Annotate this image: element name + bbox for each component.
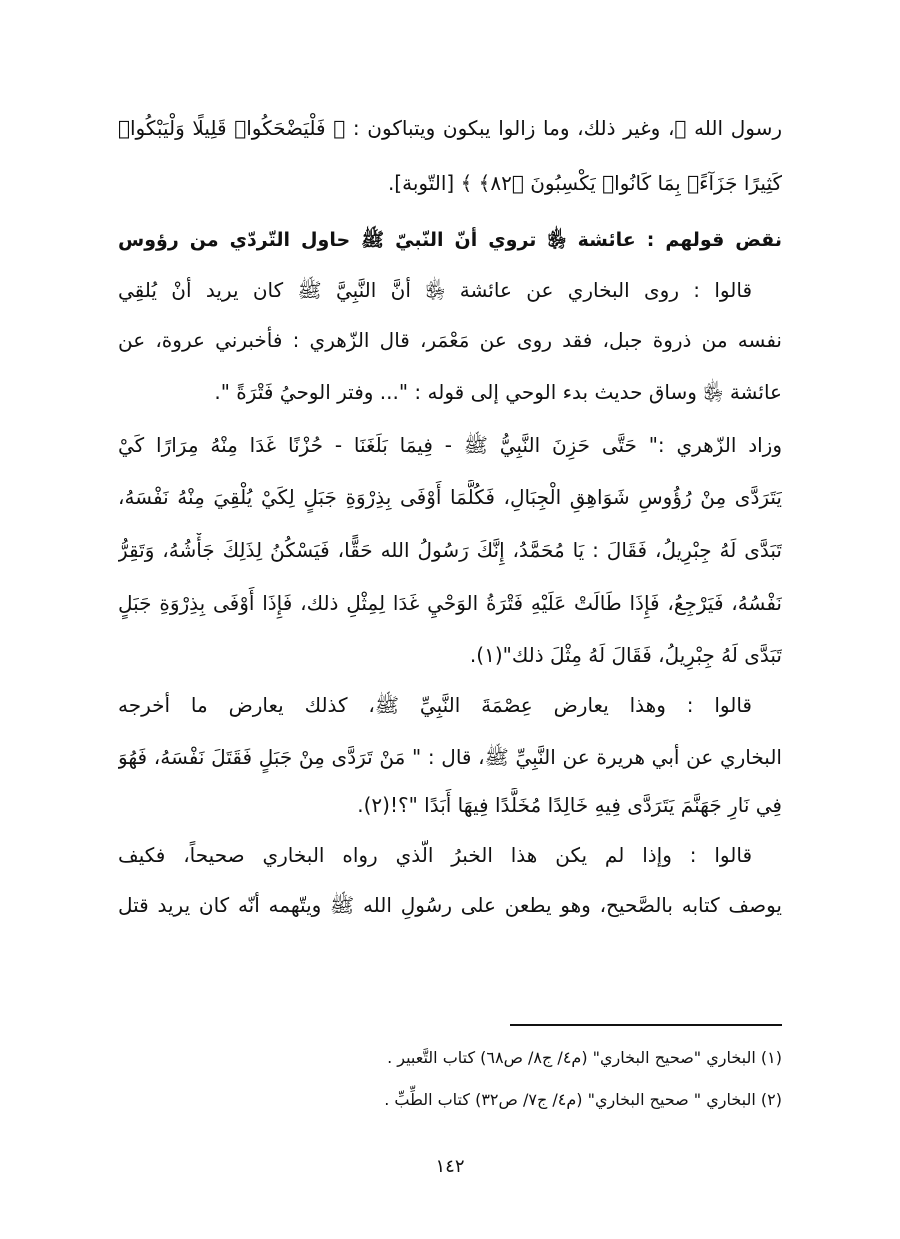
text-line: فِي نَارِ جَهَنَّمَ يَتَرَدَّى فِيهِ خَالِدًا مُخَلَّدًا فِيهَا أَبَدًا "؟!(٢). [357, 793, 782, 817]
page-number: ١٤٢ [435, 1156, 465, 1177]
text-line: عائشة ﵂ وساق حديث بدء الوحي إلى قوله : "... وفتر الوحيُ فَتْرَةً ". [214, 380, 782, 404]
text-line: كَثِيرًا جَزَآءًۢ بِمَا كَانُوا۟ يَكْسِبُونَ ﴿٨٢﴾ ﴾ [التّوبة]. [387, 171, 782, 195]
text-line: قالوا : وهذا يعارض عِصْمَةَ النَّبِيِّ ﷺ، كذلك يعارض ما أخرجه [118, 693, 752, 717]
text-line: البخاري عن أبي هريرة عن النَّبِيِّ ﷺ، قال : " مَنْ تَرَدَّى مِنْ جَبَلٍ فَقَتَلَ نَفْسَهُ، فَهُوَ [118, 745, 782, 769]
footnote: (١) البخاري "صحيح البخاري" (م٤/ ج٨/ ص٦٨) كتاب التَّعبير . [387, 1048, 782, 1067]
footnote: (٢) البخاري " صحيح البخاري" (م٤/ ج٧/ ص٣٢) كتاب الطِّبِّ . [384, 1090, 782, 1109]
text-line: يَتَرَدَّى مِنْ رُؤُوسِ شَوَاهِقِ الْجِبَالِ، فَكُلَّمَا أَوْفَى بِذِرْوَةِ جَبَلٍ لِكَيْ يُلْقِيَ مِنْهُ نَفْسَهُ، [118, 485, 782, 509]
footnote-divider [510, 1024, 782, 1026]
text-line: قالوا : وإذا لم يكن هذا الخبرُ الّذي رواه البخاري صحيحاً، فكيف [118, 843, 752, 867]
text-line: رسول الله ﷺ، وغير ذلك، وما زالوا يبكون ويتباكون : ﴿ فَلْيَضْحَكُوا۟ قَلِيلًا وَلْيَبْكُوا۟ [118, 116, 782, 140]
text-line: يوصف كتابه بالصَّحيح، وهو يطعن على رسُولِ الله ﷺ ويتّهمه أنّه كان يريد قتل [118, 893, 782, 917]
text-line: نفسه من ذروة جبل، فقد روى عن مَعْمَر، قال الزّهري : فأخبرني عروة، عن [118, 328, 782, 352]
text-line: تَبَدَّى لَهُ جِبْرِيلُ، فَقَالَ لَهُ مِثْلَ ذلك"(١). [469, 643, 782, 667]
text-line: نَفْسُهُ، فَيَرْجِعُ، فَإِذَا طَالَتْ عَلَيْهِ فَتْرَةُ الوَحْيِ غَدَا لِمِثْلِ ذلك، فَإِذَا أَوْفَى بِذِرْوَةِ جَبَلٍ [118, 591, 782, 615]
text-line: وزاد الزّهري :" حَتَّى حَزِنَ النَّبِيُّ ﷺ - فِيمَا بَلَغَنَا - حُزْنًا غَدَا مِنْهُ مِرَارًا كَيْ [118, 433, 782, 457]
section-heading: نقض قولهم : عائشة ﵂ تروي أنّ النّبيّ ﷺ حاول التّردّي من رؤوس [118, 229, 782, 251]
text-line: تَبَدَّى لَهُ جِبْرِيلُ، فَقَالَ : يَا مُحَمَّدُ، إِنَّكَ رَسُولُ الله حَقًّا، فَيَسْكُنُ لِذَلِكَ جَأْشُهُ، وَتَقِرُّ [118, 538, 782, 562]
text-line: قالوا : روى البخاري عن عائشة ﵂ أنَّ النَّبِيَّ ﷺ كان يريد أنْ يُلقِي [118, 278, 752, 302]
